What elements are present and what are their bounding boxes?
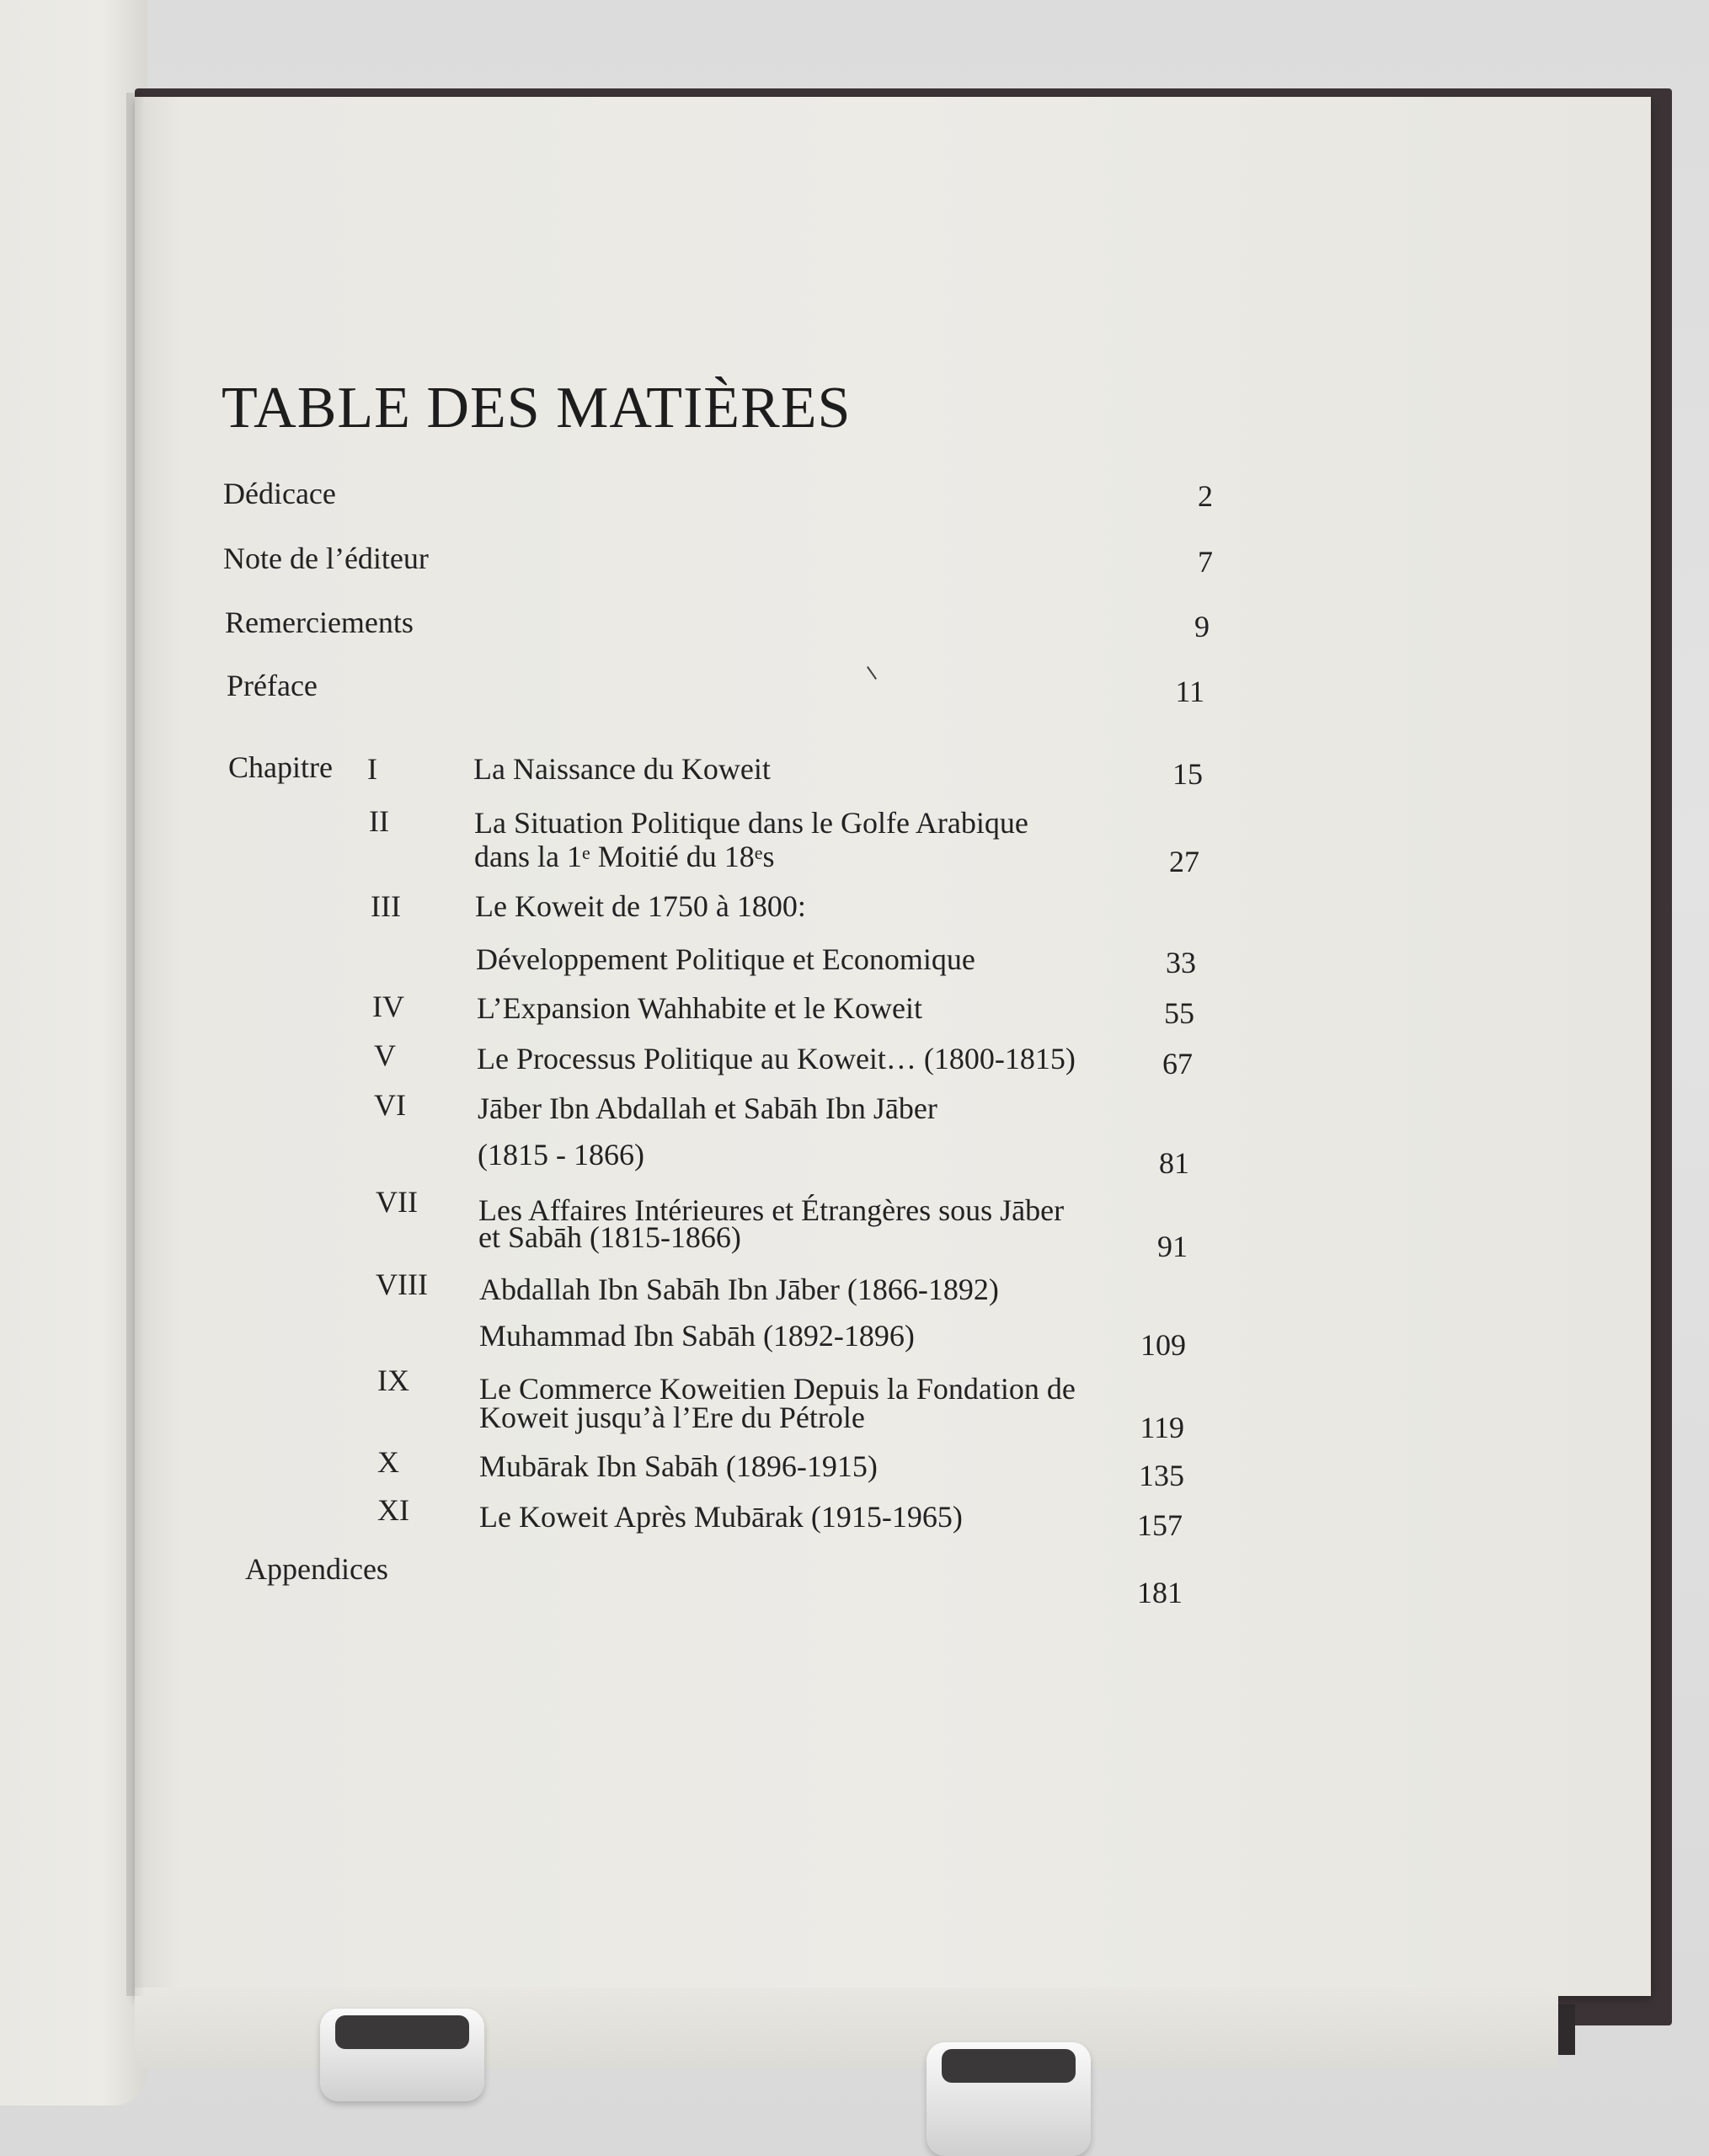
toc-page-number: 33 <box>1166 946 1196 979</box>
chapter-number: X <box>377 1445 399 1479</box>
superscript: e <box>754 842 763 863</box>
chapter-number: IV <box>372 990 404 1023</box>
chapter-title: Mubārak Ibn Sabāh (1896-1915) <box>479 1449 878 1483</box>
chapter-number: I <box>367 752 377 786</box>
chapter-title: Le Processus Politique au Koweit… (1800-1815) <box>477 1042 1076 1075</box>
toc-page-number: 157 <box>1137 1508 1183 1542</box>
chapter-number: XI <box>377 1493 409 1527</box>
toc-entry-remerciements: Remerciements <box>225 606 414 639</box>
toc-page-number: 15 <box>1172 757 1203 791</box>
chapter-number: VI <box>374 1088 406 1122</box>
chapter-title-line: La Situation Politique dans le Golfe Arabique <box>474 806 1028 840</box>
superscript: e <box>581 842 590 863</box>
text-run: s <box>762 840 775 873</box>
toc-entry-appendices: Appendices <box>245 1552 388 1586</box>
toc-page-number: 119 <box>1140 1411 1184 1444</box>
chapitre-label: Chapitre <box>228 750 333 784</box>
text-run: Moitié du 18 <box>590 840 755 873</box>
page-title: TABLE DES MATIÈRES <box>222 376 852 440</box>
toc-page-number: 109 <box>1140 1328 1186 1362</box>
chapter-number: III <box>371 889 401 923</box>
chapter-title <box>474 805 1121 841</box>
chapter-number: VIII <box>376 1267 428 1301</box>
chapter-number: IX <box>377 1364 409 1397</box>
gutter-shadow <box>126 93 145 1996</box>
chapter-title: Abdallah Ibn Sabāh Ibn Jāber (1866-1892) <box>479 1273 999 1306</box>
toc-page-number: 67 <box>1162 1047 1193 1081</box>
toc-page-number: 81 <box>1159 1146 1189 1180</box>
chapter-title: Le Commerce Koweitien Depuis la Fondation de <box>479 1372 1076 1406</box>
toc-page-number: 9 <box>1194 610 1210 643</box>
chapter-title-line <box>474 839 775 874</box>
chapter-title: Le Koweit de 1750 à 1800: <box>475 889 806 923</box>
toc-page-number: 2 <box>1198 479 1213 513</box>
toc-entry-preface: Préface <box>227 669 318 702</box>
chapter-number: VII <box>376 1185 418 1219</box>
toc-page-number: 11 <box>1175 675 1204 708</box>
chapter-title-line: Développement Politique et Economique <box>476 942 975 976</box>
chapter-title: Jāber Ibn Abdallah et Sabāh Ibn Jāber <box>478 1091 937 1125</box>
chapter-title-line: Koweit jusqu’à l’Ere du Pétrole <box>479 1401 865 1434</box>
previous-page-edge <box>0 0 147 2105</box>
toc-page-number: 135 <box>1139 1459 1184 1492</box>
chapter-title: Les Affaires Intérieures et Étrangères sous Jāber <box>478 1193 1065 1227</box>
chapter-title-line: Muhammad Ibn Sabāh (1892-1896) <box>479 1319 915 1353</box>
chapter-number: V <box>374 1038 396 1072</box>
toc-page-number: 27 <box>1169 845 1199 878</box>
chapter-title-line: (1815 - 1866) <box>478 1138 644 1171</box>
chapter-title-line: et Sabāh (1815-1866) <box>478 1220 741 1254</box>
text-run: dans la 1 <box>474 840 582 873</box>
toc-page-number: 55 <box>1164 996 1194 1030</box>
chapter-number: II <box>369 804 389 838</box>
toc-page-number: 7 <box>1198 545 1213 579</box>
book-stand-clip <box>320 2009 484 2101</box>
toc-page-number: 91 <box>1157 1230 1188 1263</box>
chapter-title: Le Koweit Après Mubārak (1915-1965) <box>479 1500 963 1534</box>
chapter-title: La Naissance du Koweit <box>473 752 771 786</box>
chapter-title: L’Expansion Wahhabite et le Koweit <box>477 991 922 1025</box>
toc-page-number: 181 <box>1137 1576 1183 1609</box>
toc-entry-note-editeur: Note de l’éditeur <box>223 542 429 575</box>
toc-entry-dedicace: Dédicace <box>223 477 336 510</box>
book-stand-clip <box>927 2042 1091 2156</box>
